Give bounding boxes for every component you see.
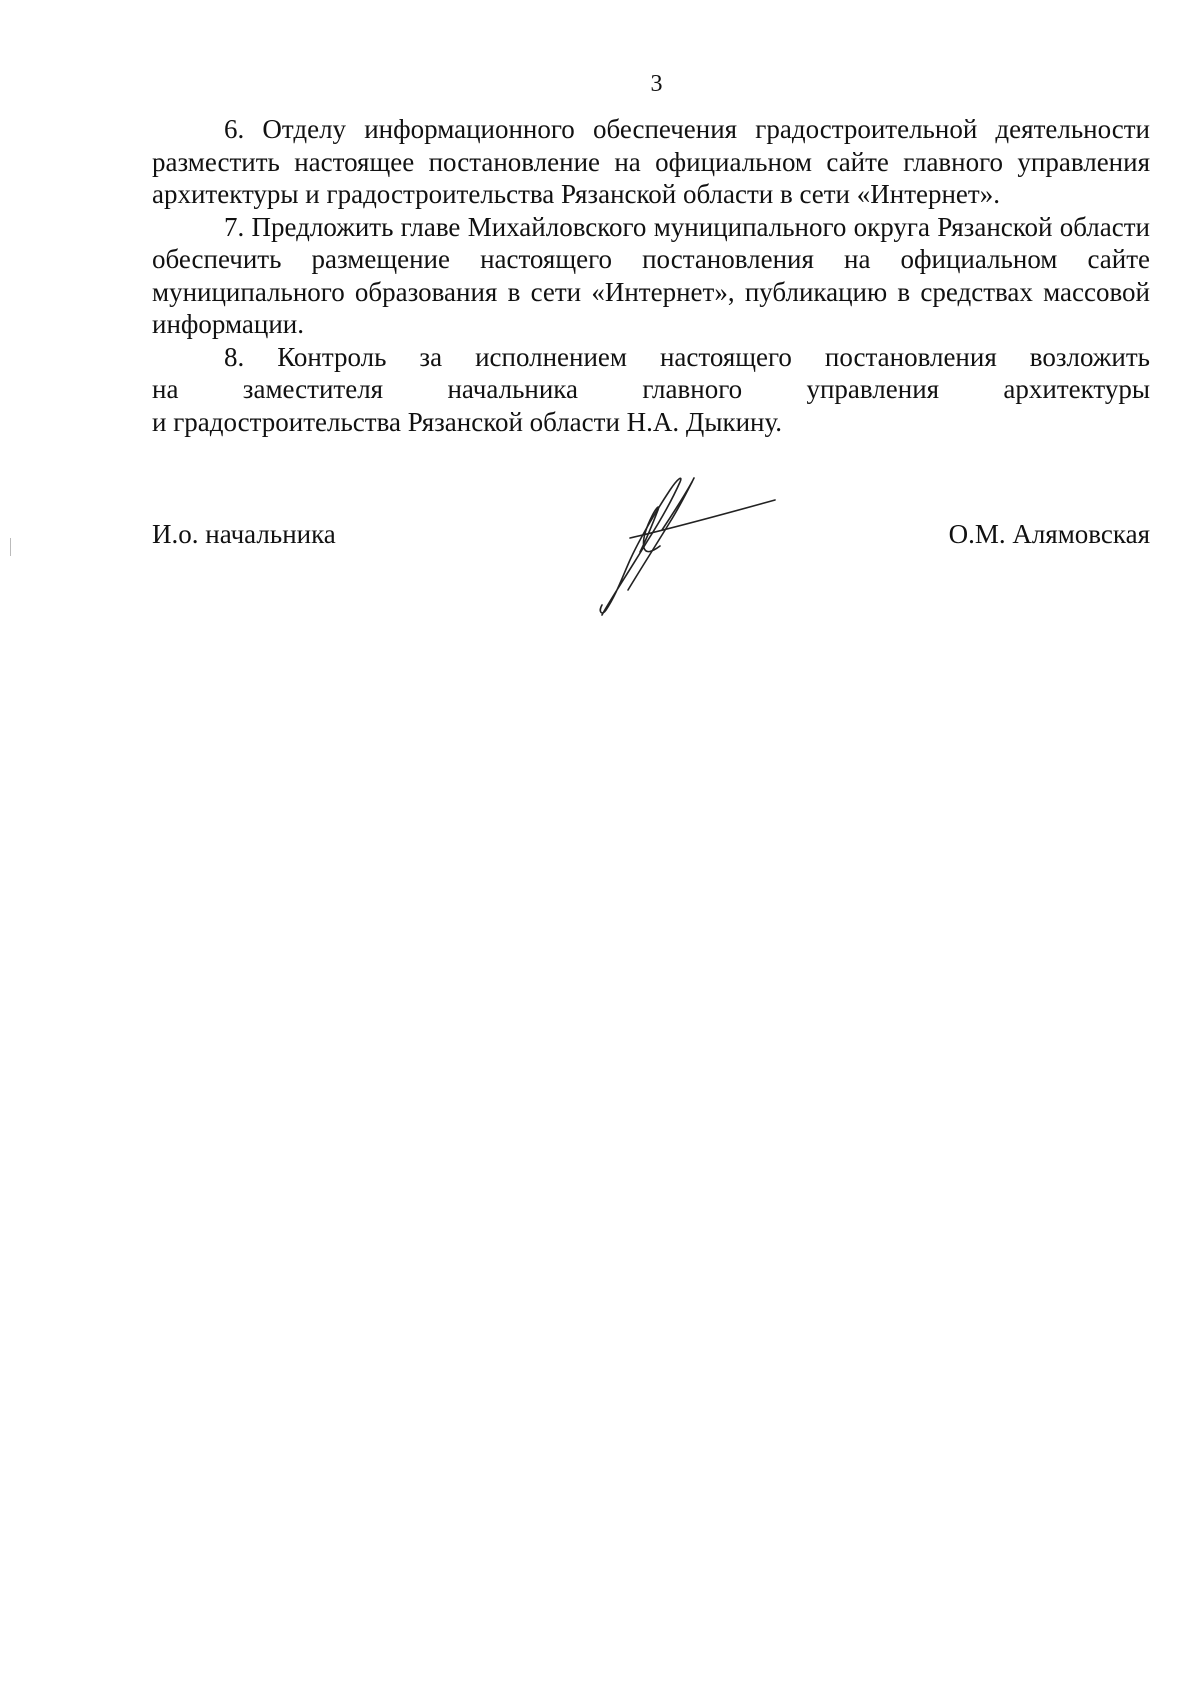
paragraph-8 bbox=[152, 341, 1150, 439]
signer-position: И.о. начальника bbox=[152, 519, 336, 549]
page-number: 3 bbox=[650, 71, 663, 97]
signer-name: О.М. Алямовская bbox=[948, 519, 1150, 549]
paragraph-7: 7. Предложить главе Михайловского муниципального округа Рязанской области обеспечить размещение настоящего постановления на официальном сайте муниципального образования в сети «Интернет», публикацию в средствах массовой информации. bbox=[152, 211, 1150, 339]
paragraph-8-line-1: 8. Контроль за исполнением настоящего постановления возложить bbox=[224, 341, 1150, 372]
paragraph-8-line-2: на заместителя начальника главного управления архитектуры bbox=[152, 374, 1150, 404]
scan-margin-mark bbox=[10, 538, 11, 556]
paragraph-6: 6. Отделу информационного обеспечения градостроительной деятельности разместить настоящее постановление на официальном сайте главного управления архитектуры и градостроительства Рязанской области в сети «Интернет». bbox=[152, 114, 1150, 209]
handwritten-signature bbox=[570, 460, 790, 620]
document-body bbox=[152, 113, 1150, 438]
paragraph-8-line-3: и градостроительства Рязанской области Н.А. Дыкину. bbox=[152, 406, 783, 437]
